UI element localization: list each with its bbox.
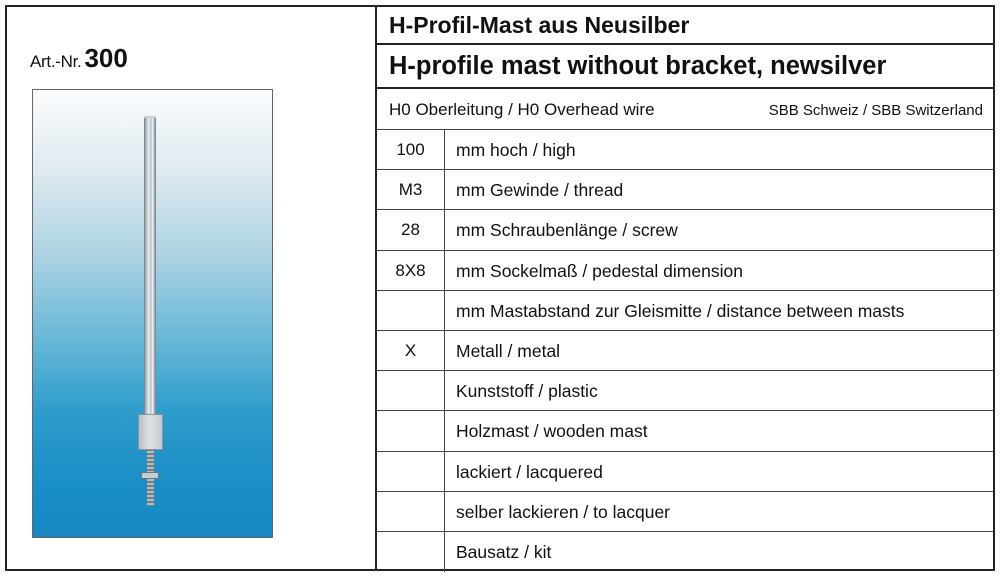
spec-row — [377, 492, 993, 532]
spec-value — [377, 411, 445, 450]
spec-value — [377, 452, 445, 491]
category-label: H0 Oberleitung / H0 Overhead wire — [389, 100, 655, 119]
spec-value: 8X8 — [377, 251, 445, 290]
spec-value — [377, 371, 445, 410]
spec-label: mm Mastabstand zur Gleismitte / distance between masts — [456, 300, 905, 321]
image-panel — [7, 7, 377, 569]
spec-panel — [377, 7, 993, 569]
product-photo — [32, 89, 273, 538]
spec-row — [377, 452, 993, 492]
spec-label: mm Gewinde / thread — [456, 180, 624, 201]
spec-row — [377, 170, 993, 210]
spec-row — [377, 210, 993, 250]
article-prefix: Art.-Nr. — [30, 52, 82, 71]
spec-label: mm hoch / high — [456, 140, 576, 160]
product-sheet — [5, 5, 995, 571]
spec-label: lackiert / lacquered — [456, 461, 603, 482]
spec-label: Kunststoff / plastic — [456, 381, 598, 402]
spec-value: X — [377, 331, 445, 370]
article-number-value: 300 — [84, 43, 128, 73]
spec-label: mm Schraubenlänge / screw — [456, 220, 678, 241]
spec-label: Holzmast / wooden mast — [456, 421, 648, 442]
title-english: H-profile mast without bracket, newsilver — [377, 45, 993, 89]
title-german: H-Profil-Mast aus Neusilber — [377, 7, 993, 45]
spec-label: mm Sockelmaß / pedestal dimension — [456, 260, 743, 281]
spec-value — [377, 532, 445, 572]
subtitle-row — [377, 89, 993, 130]
spec-row — [377, 251, 993, 291]
spec-label: Bausatz / kit — [456, 541, 552, 562]
spec-row — [377, 331, 993, 371]
mast-pedestal — [138, 414, 163, 450]
spec-value: 28 — [377, 210, 445, 249]
spec-value: M3 — [377, 170, 445, 209]
spec-value — [377, 492, 445, 531]
spec-row — [377, 371, 993, 411]
spec-label: Metall / metal — [456, 340, 561, 361]
spec-table — [377, 130, 993, 572]
spec-row — [377, 291, 993, 331]
spec-row — [377, 130, 993, 170]
region-label: SBB Schweiz / SBB Switzerland — [768, 102, 983, 119]
spec-row — [377, 532, 993, 572]
spec-value: 100 — [377, 130, 445, 169]
spec-row — [377, 411, 993, 451]
mast-profile — [144, 118, 156, 414]
article-number — [30, 43, 128, 74]
spec-label: selber lackieren / to lacquer — [456, 501, 670, 522]
screw-nut — [141, 472, 159, 479]
spec-value — [377, 291, 445, 330]
